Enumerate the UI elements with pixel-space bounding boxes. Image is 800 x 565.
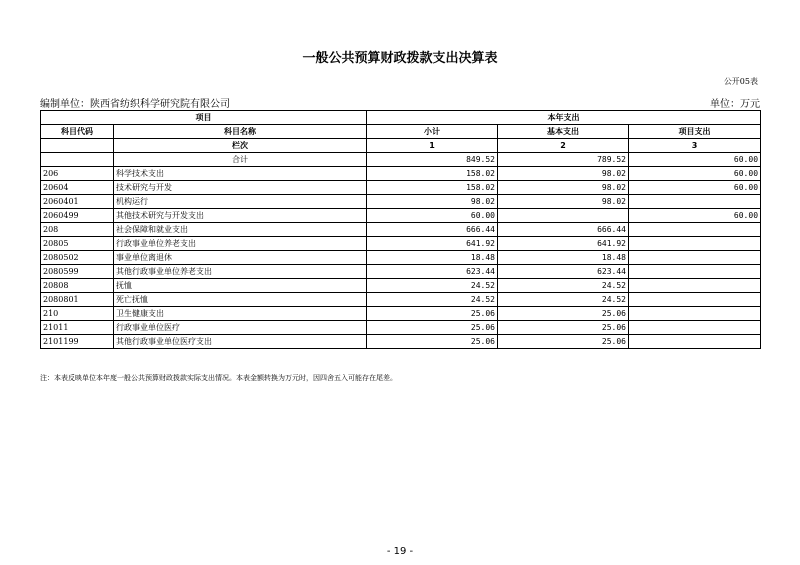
table-row bbox=[41, 195, 761, 209]
cell-basic: 24.52 bbox=[498, 293, 629, 307]
table-row bbox=[41, 293, 761, 307]
header-code: 科目代码 bbox=[41, 125, 114, 139]
header-subtotal: 小计 bbox=[367, 125, 498, 139]
cell-project bbox=[629, 195, 761, 209]
page-title: 一般公共预算财政拨款支出决算表 bbox=[302, 51, 498, 66]
cell-project bbox=[629, 237, 761, 251]
cell-name: 技术研究与开发 bbox=[114, 181, 367, 195]
form-number: 公开05表 bbox=[723, 77, 758, 86]
cell-code: 206 bbox=[41, 167, 114, 181]
cell-project bbox=[629, 251, 761, 265]
cell-code: 20604 bbox=[41, 181, 114, 195]
cell-basic: 641.92 bbox=[498, 237, 629, 251]
cell-code: 2080599 bbox=[41, 265, 114, 279]
cell-code: 2060401 bbox=[41, 195, 114, 209]
cell-name: 行政事业单位医疗 bbox=[114, 321, 367, 335]
table-row bbox=[41, 321, 761, 335]
header-project: 项目支出 bbox=[629, 125, 761, 139]
table-row bbox=[41, 209, 761, 223]
header-col1: 1 bbox=[367, 139, 498, 153]
cell-basic: 98.02 bbox=[498, 181, 629, 195]
cell-project bbox=[629, 307, 761, 321]
cell-basic bbox=[498, 209, 629, 223]
cell-basic: 789.52 bbox=[498, 153, 629, 167]
cell-subtotal: 98.02 bbox=[367, 195, 498, 209]
table-row bbox=[41, 307, 761, 321]
cell-subtotal: 158.02 bbox=[367, 167, 498, 181]
cell-project bbox=[629, 335, 761, 349]
cell-name: 其他技术研究与开发支出 bbox=[114, 209, 367, 223]
cell-subtotal: 849.52 bbox=[367, 153, 498, 167]
cell-code: 2080502 bbox=[41, 251, 114, 265]
cell-code: 20805 bbox=[41, 237, 114, 251]
cell-code bbox=[41, 153, 114, 167]
cell-subtotal: 623.44 bbox=[367, 265, 498, 279]
header-blank bbox=[41, 139, 114, 153]
cell-name: 社会保障和就业支出 bbox=[114, 223, 367, 237]
cell-project bbox=[629, 279, 761, 293]
header-col3: 3 bbox=[629, 139, 761, 153]
table-row bbox=[41, 153, 761, 167]
cell-project bbox=[629, 265, 761, 279]
cell-project: 60.00 bbox=[629, 153, 761, 167]
cell-subtotal: 25.06 bbox=[367, 307, 498, 321]
compiling-unit: 编制单位：陕西省纺织科学研究院有限公司 bbox=[40, 99, 230, 110]
cell-basic: 25.06 bbox=[498, 321, 629, 335]
cell-subtotal: 666.44 bbox=[367, 223, 498, 237]
cell-basic: 25.06 bbox=[498, 335, 629, 349]
table-row bbox=[41, 279, 761, 293]
table-row bbox=[41, 265, 761, 279]
header-row-1 bbox=[41, 111, 761, 125]
cell-name: 事业单位离退休 bbox=[114, 251, 367, 265]
table-row bbox=[41, 181, 761, 195]
cell-project: 60.00 bbox=[629, 181, 761, 195]
cell-code: 208 bbox=[41, 223, 114, 237]
cell-basic: 623.44 bbox=[498, 265, 629, 279]
cell-code: 2080801 bbox=[41, 293, 114, 307]
table-row bbox=[41, 223, 761, 237]
cell-basic: 24.52 bbox=[498, 279, 629, 293]
cell-subtotal: 24.52 bbox=[367, 279, 498, 293]
header-current-year: 本年支出 bbox=[367, 111, 761, 125]
cell-project bbox=[629, 293, 761, 307]
cell-code: 21011 bbox=[41, 321, 114, 335]
cell-subtotal: 158.02 bbox=[367, 181, 498, 195]
page-number: - 19 - bbox=[386, 546, 414, 557]
table-row bbox=[41, 251, 761, 265]
header-name: 科目名称 bbox=[114, 125, 367, 139]
cell-name: 卫生健康支出 bbox=[114, 307, 367, 321]
cell-name: 其他行政事业单位养老支出 bbox=[114, 265, 367, 279]
cell-code: 2101199 bbox=[41, 335, 114, 349]
cell-basic: 25.06 bbox=[498, 307, 629, 321]
cell-name: 死亡抚恤 bbox=[114, 293, 367, 307]
cell-name: 行政事业单位养老支出 bbox=[114, 237, 367, 251]
header-col2: 2 bbox=[498, 139, 629, 153]
cell-subtotal: 18.48 bbox=[367, 251, 498, 265]
header-row-3 bbox=[41, 139, 761, 153]
cell-code: 210 bbox=[41, 307, 114, 321]
cell-basic: 98.02 bbox=[498, 167, 629, 181]
header-row-2 bbox=[41, 125, 761, 139]
cell-subtotal: 641.92 bbox=[367, 237, 498, 251]
cell-name: 抚恤 bbox=[114, 279, 367, 293]
cell-name: 合计 bbox=[114, 153, 367, 167]
cell-name: 科学技术支出 bbox=[114, 167, 367, 181]
table-row bbox=[41, 167, 761, 181]
cell-subtotal: 25.06 bbox=[367, 321, 498, 335]
header-basic: 基本支出 bbox=[498, 125, 629, 139]
cell-project: 60.00 bbox=[629, 167, 761, 181]
cell-code: 20808 bbox=[41, 279, 114, 293]
table-note: 注：本表反映单位本年度一般公共预算财政拨款实际支出情况。本表金额转换为万元时，因四舍五入可能存在尾差。 bbox=[40, 374, 397, 382]
cell-subtotal: 24.52 bbox=[367, 293, 498, 307]
cell-name: 其他行政事业单位医疗支出 bbox=[114, 335, 367, 349]
cell-subtotal: 60.00 bbox=[367, 209, 498, 223]
cell-project bbox=[629, 223, 761, 237]
cell-basic: 98.02 bbox=[498, 195, 629, 209]
cell-project: 60.00 bbox=[629, 209, 761, 223]
currency-unit: 单位：万元 bbox=[710, 99, 760, 110]
table-row bbox=[41, 335, 761, 349]
cell-subtotal: 25.06 bbox=[367, 335, 498, 349]
cell-code: 2060499 bbox=[41, 209, 114, 223]
header-column-label: 栏次 bbox=[114, 139, 367, 153]
table-row bbox=[41, 237, 761, 251]
expenditure-table bbox=[40, 110, 761, 349]
cell-basic: 666.44 bbox=[498, 223, 629, 237]
cell-project bbox=[629, 321, 761, 335]
cell-name: 机构运行 bbox=[114, 195, 367, 209]
header-item: 项目 bbox=[41, 111, 367, 125]
cell-basic: 18.48 bbox=[498, 251, 629, 265]
